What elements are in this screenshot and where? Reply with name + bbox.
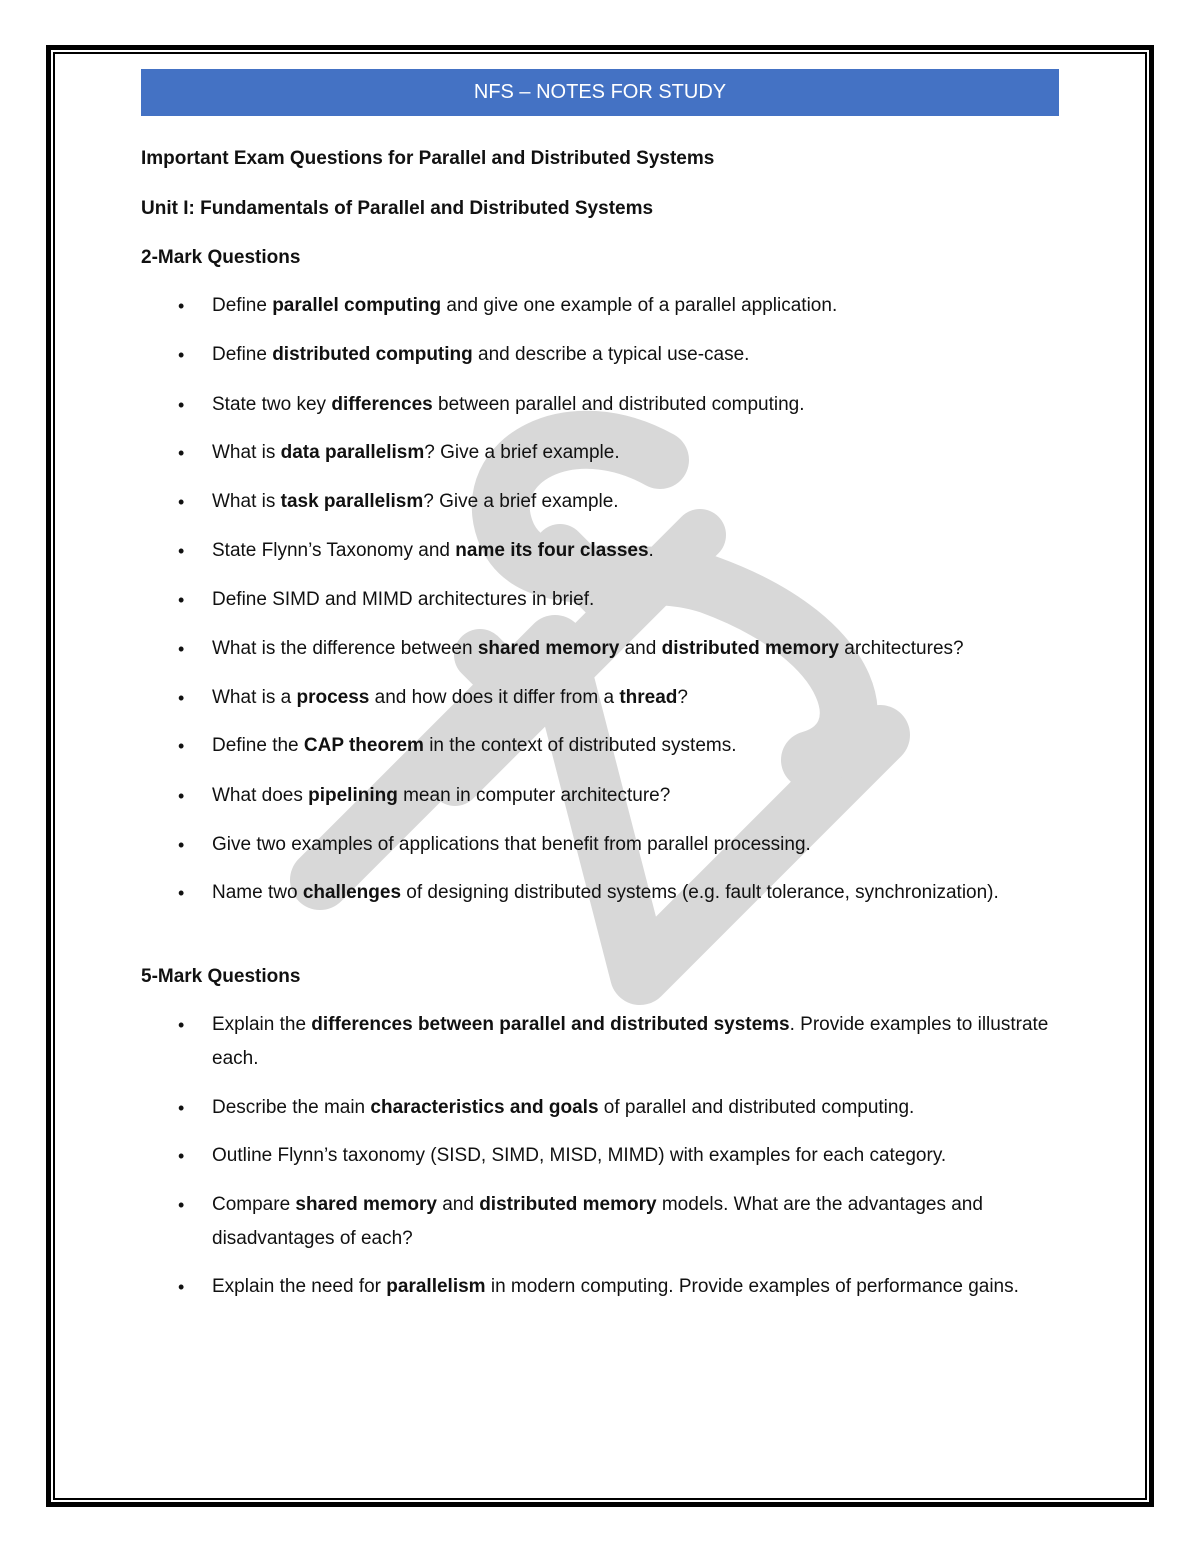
plain-text: Describe the main xyxy=(212,1097,371,1118)
list-item xyxy=(178,1139,1062,1173)
question-text xyxy=(212,394,805,415)
plain-text: of designing distributed systems (e.g. fault tolerance, synchronization). xyxy=(401,882,999,903)
plain-text: and xyxy=(436,1194,480,1215)
emphasis-text: characteristics and goals xyxy=(370,1097,599,1118)
list-item xyxy=(178,1188,1062,1256)
plain-text: What does xyxy=(212,785,309,806)
header-banner: NFS – NOTES FOR STUDY xyxy=(141,69,1059,116)
bullet-icon: • xyxy=(178,736,185,756)
question-text xyxy=(212,882,999,903)
plain-text: Name two xyxy=(212,882,303,903)
question-text xyxy=(212,295,837,316)
question-text xyxy=(212,1097,914,1118)
emphasis-text: task parallelism xyxy=(280,491,424,512)
list-item xyxy=(178,729,1062,763)
emphasis-text: shared memory xyxy=(477,638,620,659)
question-text xyxy=(212,834,811,855)
plain-text: What is xyxy=(212,442,281,463)
list-item xyxy=(178,534,1062,568)
question-text xyxy=(212,442,620,463)
emphasis-text: name its four classes xyxy=(455,540,649,561)
plain-text: What is xyxy=(212,491,281,512)
plain-text: ? xyxy=(677,687,688,708)
plain-text: between parallel and distributed computing. xyxy=(432,394,805,415)
emphasis-text: challenges xyxy=(302,882,402,903)
bullet-icon: • xyxy=(178,443,185,463)
emphasis-text: parallelism xyxy=(386,1276,486,1297)
bullet-icon: • xyxy=(178,883,185,903)
plain-text: Outline Flynn’s taxonomy (SISD, SIMD, MISD, MIMD) with examples for each category. xyxy=(212,1145,947,1166)
plain-text: Define SIMD and MIMD architectures in brief. xyxy=(212,589,595,610)
plain-text: Define xyxy=(212,295,273,316)
bullet-icon: • xyxy=(178,1146,185,1166)
plain-text: Define the xyxy=(212,735,304,756)
list-item xyxy=(178,828,1062,862)
plain-text: ? Give a brief example. xyxy=(424,442,620,463)
list-item xyxy=(178,289,1062,323)
unit-heading: Unit I: Fundamentals of Parallel and Distributed Systems xyxy=(141,198,654,219)
bullet-icon: • xyxy=(178,395,185,415)
question-text xyxy=(212,687,688,708)
emphasis-text: distributed memory xyxy=(661,638,839,659)
plain-text: . xyxy=(648,540,654,561)
bullet-icon: • xyxy=(178,639,185,659)
emphasis-text: pipelining xyxy=(308,785,398,806)
bullet-icon: • xyxy=(178,541,185,561)
question-text xyxy=(212,785,670,806)
section-heading-2-mark: 2-Mark Questions xyxy=(141,247,301,268)
bullet-icon: • xyxy=(178,688,185,708)
bullet-icon: • xyxy=(178,1195,185,1215)
list-item xyxy=(178,388,1062,422)
emphasis-text: parallel computing xyxy=(272,295,442,316)
plain-text: and give one example of a parallel application. xyxy=(441,295,838,316)
bullet-icon: • xyxy=(178,296,185,316)
question-text xyxy=(212,1194,983,1249)
list-item xyxy=(178,338,1062,372)
bullet-icon: • xyxy=(178,786,185,806)
bullet-icon: • xyxy=(178,492,185,512)
emphasis-text: process xyxy=(296,687,370,708)
question-text xyxy=(212,491,619,512)
plain-text: Explain the xyxy=(212,1014,312,1035)
plain-text: in the context of distributed systems. xyxy=(423,735,737,756)
list-item xyxy=(178,1091,1062,1125)
plain-text: Explain the need for xyxy=(212,1276,387,1297)
emphasis-text: differences xyxy=(331,394,433,415)
bullet-icon: • xyxy=(178,1098,185,1118)
emphasis-text: differences between parallel and distributed systems xyxy=(311,1014,790,1035)
plain-text: Define xyxy=(212,344,273,365)
plain-text: architectures? xyxy=(838,638,964,659)
list-item xyxy=(178,681,1062,715)
plain-text: and how does it differ from a xyxy=(369,687,620,708)
list-item xyxy=(178,583,1062,617)
bullet-icon: • xyxy=(178,835,185,855)
question-text xyxy=(212,344,749,365)
question-text xyxy=(212,1276,1019,1297)
plain-text: Give two examples of applications that benefit from parallel processing. xyxy=(212,834,811,855)
plain-text: and xyxy=(619,638,662,659)
list-item xyxy=(178,876,1062,910)
plain-text: What is the difference between xyxy=(212,638,478,659)
plain-text: . Provide examples to illustrate each. xyxy=(212,1014,1049,1069)
emphasis-text: shared memory xyxy=(295,1194,437,1215)
question-text xyxy=(212,1014,1048,1069)
bullet-icon: • xyxy=(178,1277,185,1297)
emphasis-text: distributed memory xyxy=(479,1194,657,1215)
question-text xyxy=(212,589,594,610)
plain-text: models. What are the advantages and disadvantages of each? xyxy=(212,1194,983,1249)
plain-text: in modern computing. Provide examples of performance gains. xyxy=(485,1276,1019,1297)
plain-text: and describe a typical use-case. xyxy=(472,344,750,365)
plain-text: Compare xyxy=(212,1194,296,1215)
question-text xyxy=(212,1145,946,1166)
list-item xyxy=(178,436,1062,470)
list-item xyxy=(178,779,1062,813)
question-text xyxy=(212,735,737,756)
bullet-icon: • xyxy=(178,345,185,365)
plain-text: mean in computer architecture? xyxy=(397,785,671,806)
question-text xyxy=(212,540,654,561)
emphasis-text: distributed computing xyxy=(272,344,473,365)
list-item xyxy=(178,1008,1062,1076)
plain-text: ? Give a brief example. xyxy=(423,491,619,512)
plain-text: What is a xyxy=(212,687,297,708)
list-item xyxy=(178,632,1062,666)
emphasis-text: thread xyxy=(619,687,678,708)
emphasis-text: CAP theorem xyxy=(303,735,424,756)
list-item xyxy=(178,485,1062,519)
bullet-icon: • xyxy=(178,1015,185,1035)
plain-text: State Flynn’s Taxonomy and xyxy=(212,540,456,561)
question-text xyxy=(212,638,964,659)
section-heading-5-mark: 5-Mark Questions xyxy=(141,966,301,987)
plain-text: State two key xyxy=(212,394,332,415)
list-item xyxy=(178,1270,1062,1304)
bullet-icon: • xyxy=(178,590,185,610)
emphasis-text: data parallelism xyxy=(280,442,425,463)
plain-text: of parallel and distributed computing. xyxy=(598,1097,915,1118)
document-title: Important Exam Questions for Parallel and Distributed Systems xyxy=(141,148,715,169)
